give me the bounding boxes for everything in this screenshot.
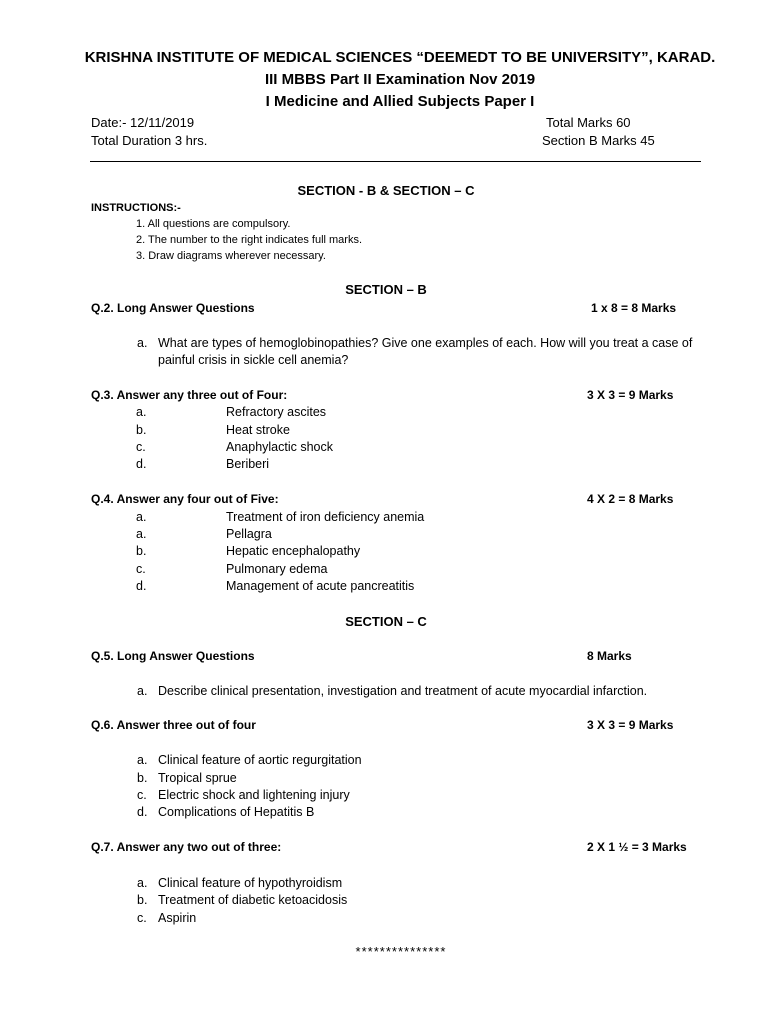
exam-title: III MBBS Part II Examination Nov 2019 bbox=[264, 71, 536, 88]
exam-date: Date:- 12/11/2019 bbox=[91, 115, 195, 130]
section-c-heading: SECTION – C bbox=[345, 614, 427, 629]
question-4-item-letter: d. bbox=[136, 579, 147, 593]
total-marks: Total Marks 60 bbox=[546, 115, 631, 130]
header-divider bbox=[90, 161, 701, 162]
question-6-item-text: Clinical feature of aortic regurgitation bbox=[158, 753, 362, 767]
question-7-item-text: Aspirin bbox=[158, 911, 197, 925]
question-5-item-letter: a. bbox=[137, 684, 148, 698]
question-3-item-text: Anaphylactic shock bbox=[226, 440, 334, 454]
question-2-item-letter: a. bbox=[137, 336, 148, 350]
question-7-item-letter: a. bbox=[137, 876, 148, 890]
section-b-marks: Section B Marks 45 bbox=[542, 133, 655, 148]
question-6-marks: 3 X 3 = 9 Marks bbox=[587, 718, 674, 732]
question-4-item-letter: a. bbox=[136, 527, 147, 541]
total-duration: Total Duration 3 hrs. bbox=[91, 133, 208, 148]
question-4-item-text: Treatment of iron deficiency anemia bbox=[226, 510, 425, 524]
question-6-item-letter: b. bbox=[137, 771, 148, 785]
question-6-title: Q.6. Answer three out of four bbox=[91, 718, 256, 732]
question-4-item-text: Pellagra bbox=[226, 527, 272, 541]
question-3-marks: 3 X 3 = 9 Marks bbox=[587, 388, 674, 402]
question-5-marks: 8 Marks bbox=[587, 649, 632, 663]
question-3-item-text: Refractory ascites bbox=[226, 405, 327, 419]
question-3-item-letter: a. bbox=[136, 405, 147, 419]
question-3-item-text: Heat stroke bbox=[226, 423, 290, 437]
question-6-item-text: Complications of Hepatitis B bbox=[158, 805, 315, 819]
question-7-title: Q.7. Answer any two out of three: bbox=[91, 840, 282, 854]
question-4-item-text: Pulmonary edema bbox=[226, 562, 328, 576]
question-2-marks: 1 x 8 = 8 Marks bbox=[591, 301, 677, 315]
question-5-title: Q.5. Long Answer Questions bbox=[91, 649, 255, 663]
question-3-item-letter: b. bbox=[136, 423, 147, 437]
question-6-item-letter: d. bbox=[137, 805, 148, 819]
question-2-item-line1: What are types of hemoglobinopathies? Give one examples of each. How will you treat a case of bbox=[158, 336, 693, 350]
question-7-item-letter: b. bbox=[137, 893, 148, 907]
question-7-item-text: Clinical feature of hypothyroidism bbox=[158, 876, 343, 890]
question-4-item-text: Hepatic encephalopathy bbox=[226, 544, 361, 558]
question-7-item-letter: c. bbox=[137, 911, 147, 925]
question-4-marks: 4 X 2 = 8 Marks bbox=[587, 492, 674, 506]
question-4-item-letter: a. bbox=[136, 510, 147, 524]
question-4-item-letter: c. bbox=[136, 562, 146, 576]
question-7-item-text: Treatment of diabetic ketoacidosis bbox=[158, 893, 348, 907]
question-3-item-text: Beriberi bbox=[226, 457, 270, 471]
instructions-label: INSTRUCTIONS:- bbox=[91, 202, 181, 214]
question-6-item-text: Electric shock and lightening injury bbox=[158, 788, 350, 802]
instruction-item: 1. All questions are compulsory. bbox=[136, 218, 291, 230]
question-6-item-letter: a. bbox=[137, 753, 148, 767]
question-4-title: Q.4. Answer any four out of Five: bbox=[91, 492, 279, 506]
institute-title: KRISHNA INSTITUTE OF MEDICAL SCIENCES “DEEMEDT TO BE UNIVERSITY”, KARAD. bbox=[84, 49, 716, 66]
section-b-heading: SECTION – B bbox=[345, 282, 427, 297]
footer-stars: *************** bbox=[355, 944, 447, 959]
question-5-item-text: Describe clinical presentation, investigation and treatment of acute myocardial infarction. bbox=[158, 684, 648, 698]
instruction-item: 2. The number to the right indicates full marks. bbox=[136, 234, 363, 246]
question-3-item-letter: d. bbox=[136, 457, 147, 471]
question-4-item-letter: b. bbox=[136, 544, 147, 558]
question-2-title: Q.2. Long Answer Questions bbox=[91, 301, 255, 315]
question-3-item-letter: c. bbox=[136, 440, 146, 454]
question-3-title: Q.3. Answer any three out of Four: bbox=[91, 388, 288, 402]
sections-heading: SECTION - B & SECTION – C bbox=[297, 183, 475, 198]
question-4-item-text: Management of acute pancreatitis bbox=[226, 579, 415, 593]
question-7-marks: 2 X 1 ½ = 3 Marks bbox=[587, 840, 687, 854]
question-6-item-letter: c. bbox=[137, 788, 147, 802]
question-2-item-line2: painful crisis in sickle cell anemia? bbox=[158, 353, 349, 367]
question-6-item-text: Tropical sprue bbox=[158, 771, 237, 785]
instruction-item: 3. Draw diagrams wherever necessary. bbox=[136, 250, 326, 262]
paper-title: I Medicine and Allied Subjects Paper I bbox=[265, 93, 535, 110]
